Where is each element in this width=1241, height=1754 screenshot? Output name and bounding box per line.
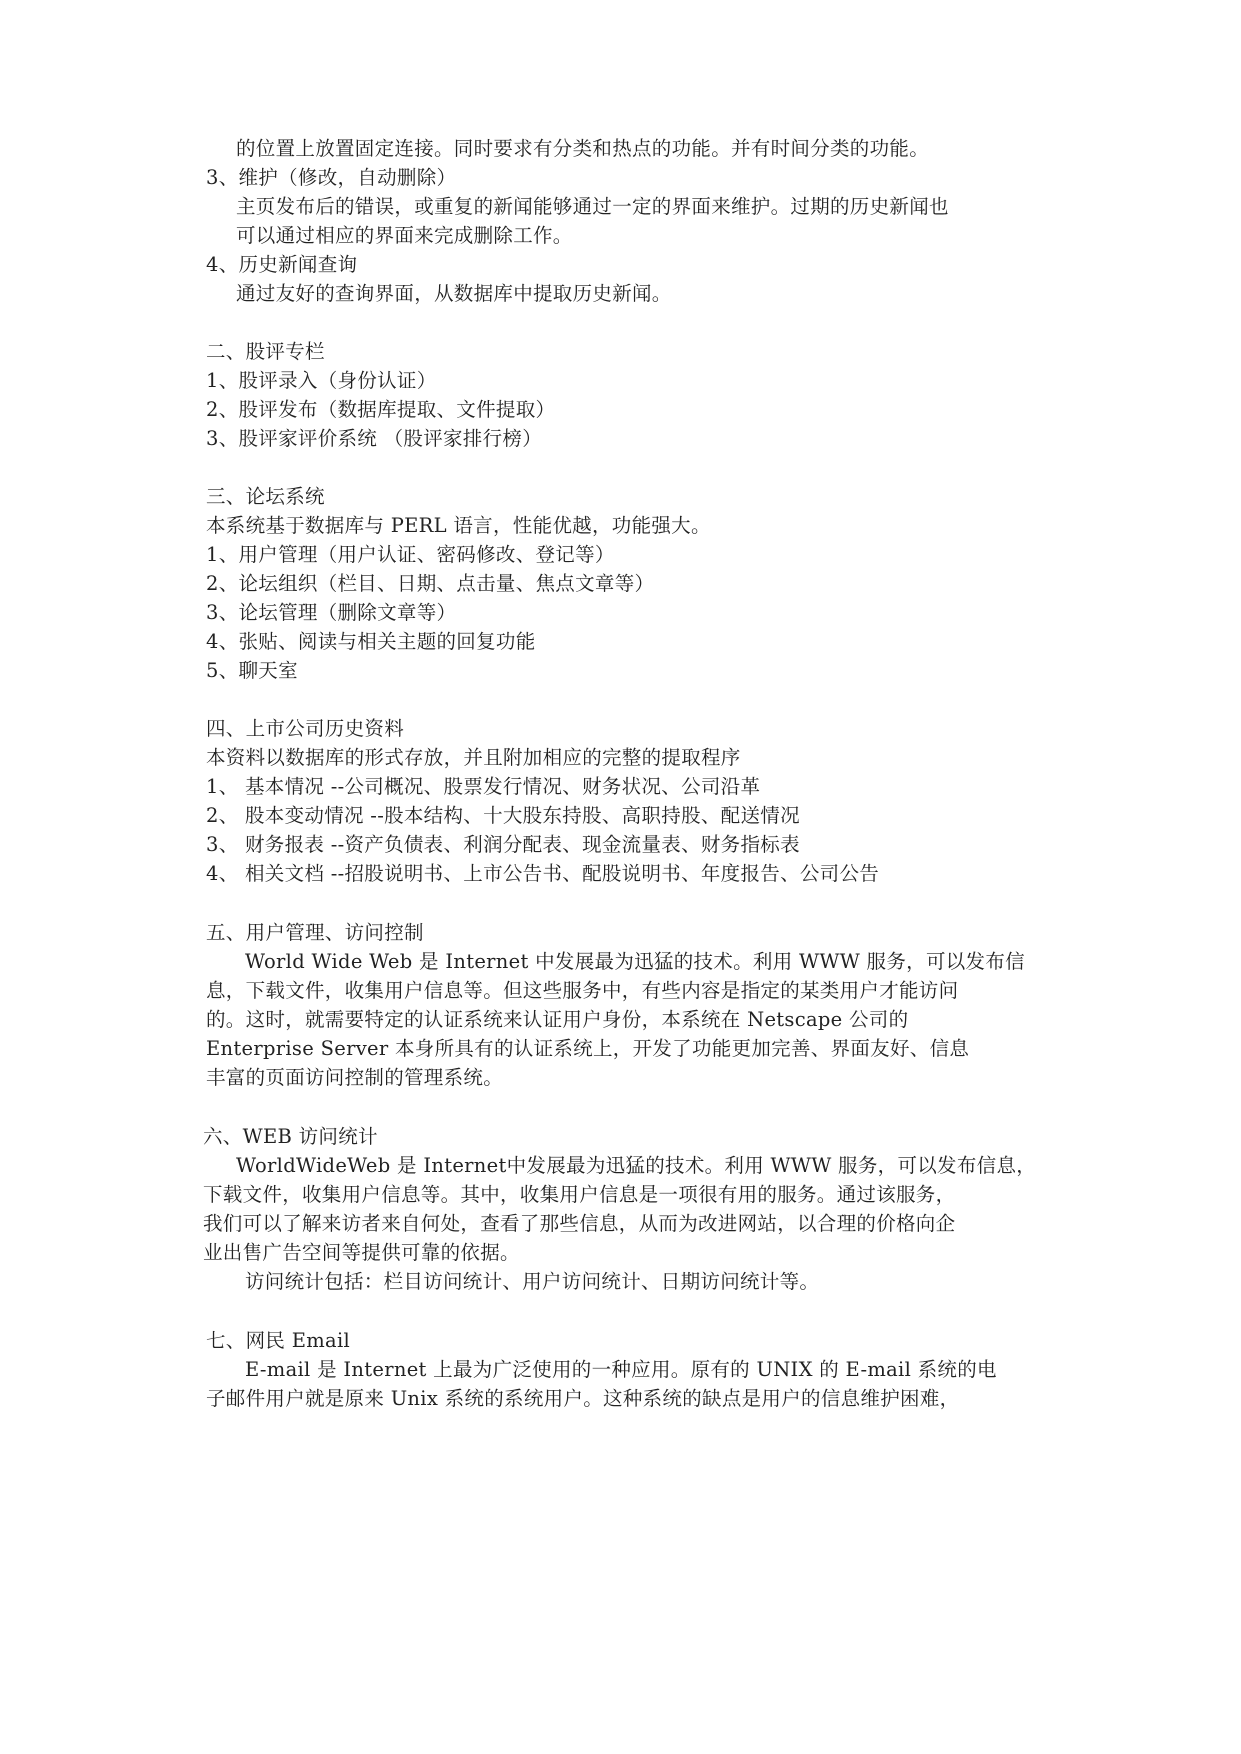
section-heading: 二、股评专栏 bbox=[206, 340, 325, 363]
list-item: 3、 财务报表 --资产负债表、利润分配表、现金流量表、财务指标表 bbox=[206, 833, 800, 856]
paragraph-line: 业出售广告空间等提供可靠的依据。 bbox=[203, 1241, 520, 1264]
list-item: 1、用户管理（用户认证、密码修改、登记等） bbox=[206, 543, 615, 566]
list-item: 3、论坛管理（删除文章等） bbox=[206, 601, 457, 624]
section-heading: 三、论坛系统 bbox=[206, 485, 325, 508]
paragraph-line: 我们可以了解来访者来自何处，查看了那些信息，从而为改进网站，以合理的价格向企 bbox=[203, 1212, 956, 1235]
paragraph-line: 息，下载文件，收集用户信息等。但这些服务中，有些内容是指定的某类用户才能访问 bbox=[206, 979, 959, 1002]
paragraph-line: 的位置上放置固定连接。同时要求有分类和热点的功能。并有时间分类的功能。 bbox=[236, 137, 930, 160]
list-item: 2、 股本变动情况 --股本结构、十大股东持股、高职持股、配送情况 bbox=[206, 804, 800, 827]
paragraph-line: 本资料以数据库的形式存放，并且附加相应的完整的提取程序 bbox=[206, 746, 741, 769]
paragraph-line: 子邮件用户就是原来 Unix 系统的系统用户。这种系统的缺点是用户的信息维护困难， bbox=[206, 1387, 960, 1410]
list-item: 3、股评家评价系统 （股评家排行榜） bbox=[206, 427, 543, 450]
paragraph-line: 丰富的页面访问控制的管理系统。 bbox=[206, 1066, 504, 1089]
paragraph-line: E-mail 是 Internet 上最为广泛使用的一种应用。原有的 UNIX 的 E-mail 系统的电 bbox=[245, 1358, 997, 1381]
list-item: 3、维护（修改，自动删除） bbox=[206, 166, 457, 189]
paragraph-line: World Wide Web 是 Internet 中发展最为迅猛的技术。利用 WWW 服务，可以发布信 bbox=[245, 950, 1025, 973]
paragraph-line: 的。这时，就需要特定的认证系统来认证用户身份，本系统在 Netscape 公司的 bbox=[206, 1008, 909, 1031]
section-heading: 五、用户管理、访问控制 bbox=[206, 921, 424, 944]
section-heading: 七、网民 Email bbox=[206, 1329, 351, 1352]
paragraph-line: 访问统计包括：栏目访问统计、用户访问统计、日期访问统计等。 bbox=[245, 1270, 820, 1293]
list-item: 1、 基本情况 --公司概况、股票发行情况、财务状况、公司沿革 bbox=[206, 775, 761, 798]
paragraph-line: 主页发布后的错误，或重复的新闻能够通过一定的界面来维护。过期的历史新闻也 bbox=[236, 195, 949, 218]
list-item: 4、历史新闻查询 bbox=[206, 253, 358, 276]
section-heading: 四、上市公司历史资料 bbox=[206, 717, 405, 740]
paragraph-line: 可以通过相应的界面来完成删除工作。 bbox=[236, 224, 573, 247]
paragraph-line: 通过友好的查询界面，从数据库中提取历史新闻。 bbox=[236, 282, 672, 305]
section-heading: 六、WEB 访问统计 bbox=[203, 1125, 378, 1148]
list-item: 4、 相关文档 --招股说明书、上市公告书、配股说明书、年度报告、公司公告 bbox=[206, 862, 880, 885]
list-item: 1、股评录入（身份认证） bbox=[206, 369, 437, 392]
list-item: 4、张贴、阅读与相关主题的回复功能 bbox=[206, 630, 536, 653]
paragraph-line: 下载文件，收集用户信息等。其中，收集用户信息是一项很有用的服务。通过该服务， bbox=[203, 1183, 956, 1206]
list-item: 2、论坛组织（栏目、日期、点击量、焦点文章等） bbox=[206, 572, 655, 595]
paragraph-line: Enterprise Server 本身所具有的认证系统上，开发了功能更加完善、界面友好、信息 bbox=[206, 1037, 970, 1060]
paragraph-line: WorldWideWeb 是 Internet中发展最为迅猛的技术。利用 WWW 服务，可以发布信息， bbox=[236, 1154, 1037, 1177]
paragraph-line: 本系统基于数据库与 PERL 语言，性能优越，功能强大。 bbox=[206, 514, 711, 537]
list-item: 2、股评发布（数据库提取、文件提取） bbox=[206, 398, 556, 421]
list-item: 5、聊天室 bbox=[206, 659, 298, 682]
